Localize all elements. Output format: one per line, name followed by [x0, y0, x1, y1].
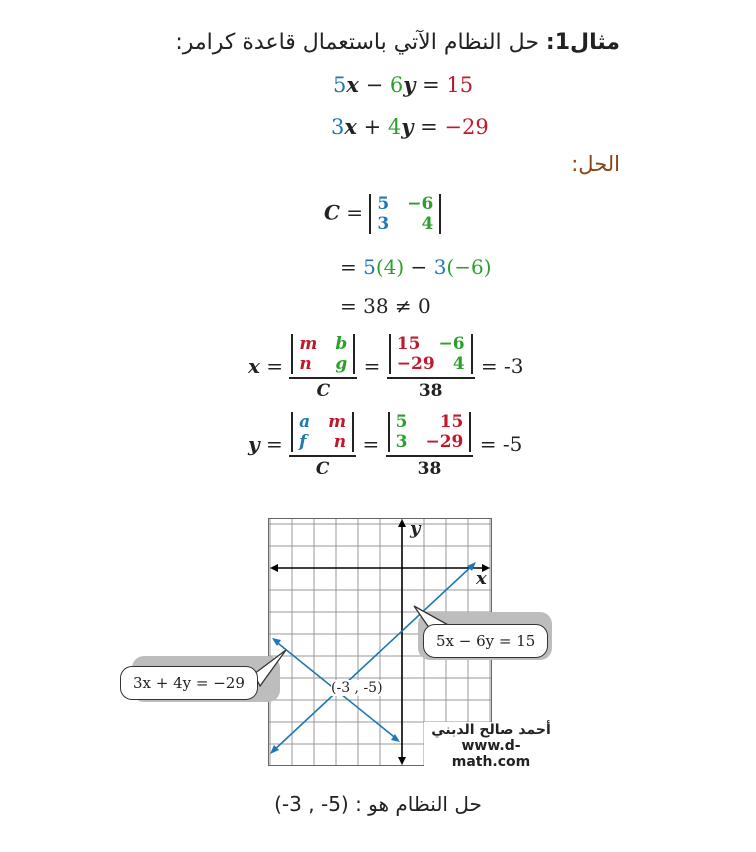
x-sym-c: n — [299, 354, 312, 374]
x-num-b: −6 — [438, 334, 465, 354]
x-axis-label: x — [476, 568, 487, 589]
example-label: مثال1: — [545, 30, 620, 55]
callout-line1 — [423, 624, 548, 658]
y-sym-c: f — [299, 432, 307, 452]
y-sym-b: m — [328, 412, 347, 432]
example-heading — [175, 30, 620, 55]
step1-p3: 3 — [433, 255, 447, 279]
credit-site: www.d-math.com — [451, 738, 531, 770]
step1-p1: 5 — [363, 255, 376, 279]
eq1-var-y: y — [403, 72, 416, 97]
y-axis-arrow-up — [398, 519, 406, 527]
x-axis-arrow-left — [270, 564, 278, 572]
y-result: = -5 — [479, 432, 523, 456]
y-sym-den: C — [315, 459, 330, 479]
equation-2 — [331, 114, 489, 139]
y-axis-arrow-down — [398, 757, 406, 765]
c-m11: 5 — [377, 194, 390, 214]
x-num-den: 38 — [418, 381, 443, 401]
callout-line2-text: 3x + 4y = −29 — [133, 674, 245, 692]
x-equals: = — [259, 354, 290, 378]
c-m22: 4 — [421, 214, 434, 234]
equation-1 — [333, 72, 473, 97]
c-matrix — [369, 194, 441, 234]
eq1-coef-b: 6 — [389, 73, 404, 97]
credit — [424, 722, 558, 770]
eq1-op: − — [358, 73, 390, 97]
eq1-coef-a: 5 — [333, 73, 347, 97]
y-num-c: 3 — [395, 432, 408, 452]
y-num-b: 15 — [439, 412, 464, 432]
y-solution — [248, 412, 522, 479]
step2-value: = 38 — [340, 294, 395, 318]
x-solution — [248, 334, 524, 401]
x-var: x — [248, 354, 260, 378]
y-equals-2: = — [362, 432, 386, 456]
y-numeric-fraction — [386, 412, 474, 479]
x-num-d: 4 — [452, 354, 465, 374]
eq1-equals: = — [415, 73, 447, 97]
y-sym-a: a — [299, 412, 311, 432]
y-axis-label: y — [410, 518, 421, 539]
step1-minus: − — [404, 255, 434, 279]
y-sym-d: n — [333, 432, 347, 452]
y-var: y — [248, 432, 260, 456]
solution-label: الحل: — [571, 152, 620, 176]
step2-not-zero: ≠ 0 — [394, 294, 431, 318]
eq1-var-x: x — [346, 72, 359, 97]
eq2-coef-a: 3 — [331, 115, 345, 139]
x-symbolic-fraction — [289, 334, 357, 401]
eq2-const: −29 — [444, 115, 489, 139]
step1-equals: = — [340, 255, 364, 279]
x-numeric-fraction — [387, 334, 475, 401]
step1-p4: (−6) — [446, 255, 492, 279]
eq2-equals: = — [413, 115, 445, 139]
x-sym-den: C — [316, 381, 331, 401]
callout-line1-text: 5x − 6y = 15 — [436, 632, 536, 650]
callout-line2 — [120, 666, 258, 700]
determinant-step2 — [340, 294, 431, 318]
y-symbolic-fraction — [289, 412, 356, 479]
x-num-a: 15 — [396, 334, 421, 354]
x-sym-b: b — [335, 334, 348, 354]
y-equals: = — [259, 432, 290, 456]
x-equals-2: = — [363, 354, 387, 378]
c-m12: −6 — [407, 194, 434, 214]
point-label: (-3 , -5) — [331, 680, 383, 696]
step1-p2: (4) — [375, 255, 405, 279]
eq2-coef-b: 4 — [387, 115, 402, 139]
y-num-den: 38 — [417, 459, 442, 479]
eq2-var-y: y — [401, 114, 414, 139]
x-result: = -3 — [480, 354, 524, 378]
c-symbol: C — [324, 200, 340, 225]
credit-name: أحمد صالح الدبني — [431, 722, 551, 738]
x-sym-d: g — [335, 354, 348, 374]
determinant-step1 — [340, 255, 492, 279]
x-sym-a: m — [299, 334, 318, 354]
eq2-op: + — [356, 115, 388, 139]
y-num-a: 5 — [395, 412, 408, 432]
x-num-c: −29 — [396, 354, 435, 374]
y-num-d: −29 — [425, 432, 464, 452]
eq2-var-x: x — [344, 114, 357, 139]
final-answer: حل النظام هو : (5- , 3-) — [274, 792, 482, 816]
example-text: حل النظام الآتي باستعمال قاعدة كرامر: — [175, 30, 539, 55]
eq1-const: 15 — [446, 73, 474, 97]
c-equals: = — [339, 200, 370, 225]
determinant-c — [324, 194, 441, 234]
c-m21: 3 — [377, 214, 390, 234]
